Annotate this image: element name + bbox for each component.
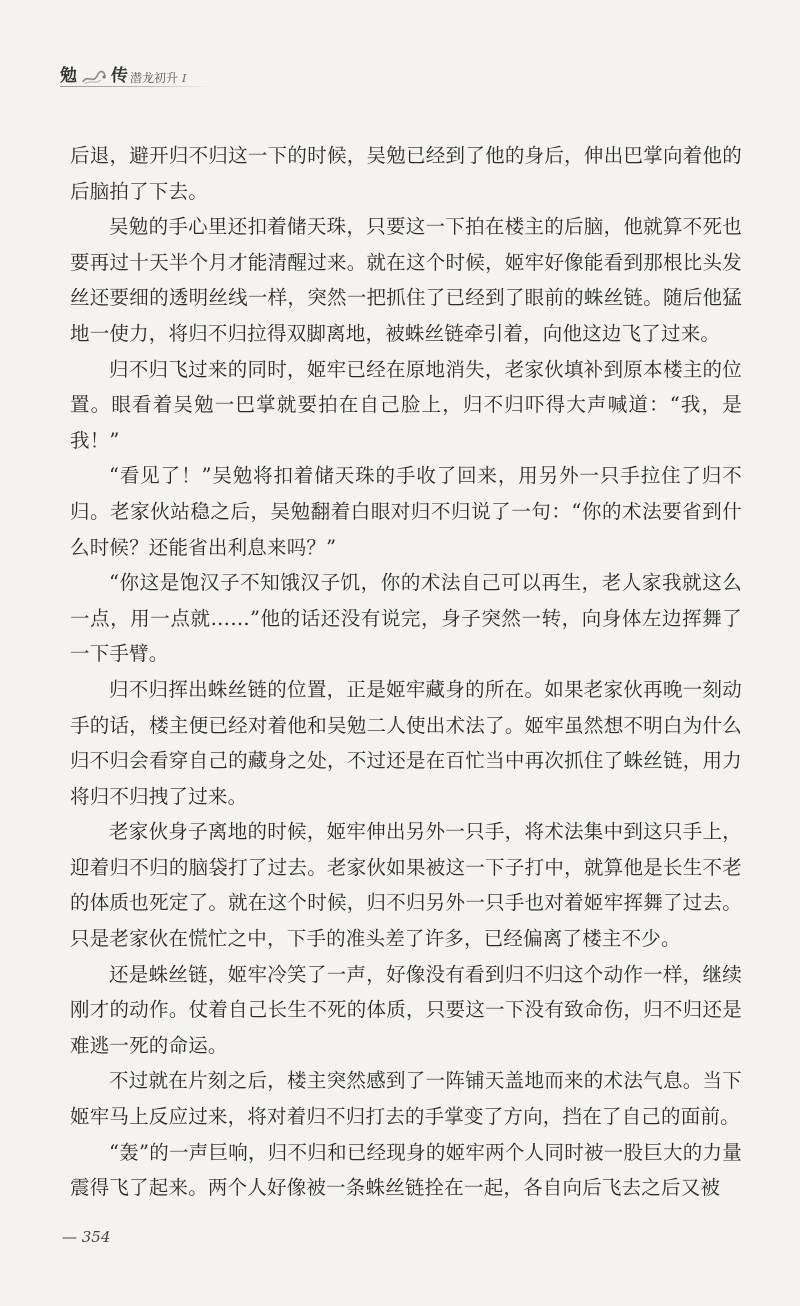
- dragon-ornament-icon: [81, 70, 107, 86]
- paragraph: “轰”的一声巨响，归不归和已经现身的姬牢两个人同时被一股巨大的力量震得飞了起来。两个人好像被一条蛛丝链拴在一起，各自向后飞去之后又被: [70, 1140, 742, 1200]
- title-char-1: 勉: [60, 66, 77, 86]
- paragraph: “看见了！”吴勉将扣着储天珠的手收了回来，用另外一只手拉住了归不归。老家伙站稳之后，吴勉翻着白眼对归不归说了一句：“你的术法要省到什么时候？还能省出利息来吗？”: [70, 464, 742, 559]
- running-header: [60, 52, 760, 92]
- paragraph: 老家伙身子离地的时候，姬牢伸出另外一只手，将术法集中到这只手上，迎着归不归的脑袋打了过去。老家伙如果被这一下子打中，就算他是长生不老的体质也死定了。就在这个时候，归不归另外一只手也对着姬牢挥舞了过去。只是老家伙在慌忙之中，下手的准头差了许多，已经偏离了楼主不少。: [70, 820, 742, 951]
- paragraph: 归不归飞过来的同时，姬牢已经在原地消失，老家伙填补到原本楼主的位置。眼看着吴勉一巴掌就要拍在自己脸上，归不归吓得大声喊道：“我，是我！”: [70, 357, 742, 452]
- page-number: — 354: [62, 1228, 111, 1246]
- paragraph: “你这是饱汉子不知饿汉子饥，你的术法自己可以再生，老人家我就这么一点，用一点就……”他的话还没有说完，身子突然一转，向身体左边挥舞了一下手臂。: [70, 571, 742, 666]
- header-rule: [60, 86, 210, 87]
- subtitle: 潜龙初升: [130, 71, 179, 85]
- title-char-2: 传: [111, 66, 128, 86]
- paragraph: 后退，避开归不归这一下的时候，吴勉已经到了他的身后，伸出巴掌向着他的后脑拍了下去。: [70, 144, 742, 203]
- volume-mark: I: [182, 72, 187, 85]
- paragraph: 不过就在片刻之后，楼主突然感到了一阵铺天盖地而来的术法气息。当下姬牢马上反应过来，将对着归不归打去的手掌变了方向，挡在了自己的面前。: [70, 1069, 742, 1129]
- paragraph: 还是蛛丝链，姬牢冷笑了一声，好像没有看到归不归这个动作一样，继续刚才的动作。仗着自己长生不死的体质，只要这一下没有致命伤，归不归还是难逃一死的命运。: [70, 962, 742, 1057]
- paragraph: 吴勉的手心里还扣着储天珠，只要这一下拍在楼主的后脑，他就算不死也要再过十天半个月才能清醒过来。就在这个时候，姬牢好像能看到那根比头发丝还要细的透明丝线一样，突然一把抓住了已经到了眼前的蛛丝链。随后他猛地一使力，将归不归拉得双脚离地，被蛛丝链牵引着，向他这边飞了过来。: [70, 215, 742, 345]
- book-title: [60, 58, 186, 86]
- paragraph: 归不归挥出蛛丝链的位置，正是姬牢藏身的所在。如果老家伙再晚一刻动手的话，楼主便已经对着他和吴勉二人使出术法了。姬牢虽然想不明白为什么归不归会看穿自己的藏身之处，不过还是在百忙当中再次抓住了蛛丝链，用力将归不归拽了过来。: [70, 677, 742, 808]
- page-body: [70, 138, 742, 1206]
